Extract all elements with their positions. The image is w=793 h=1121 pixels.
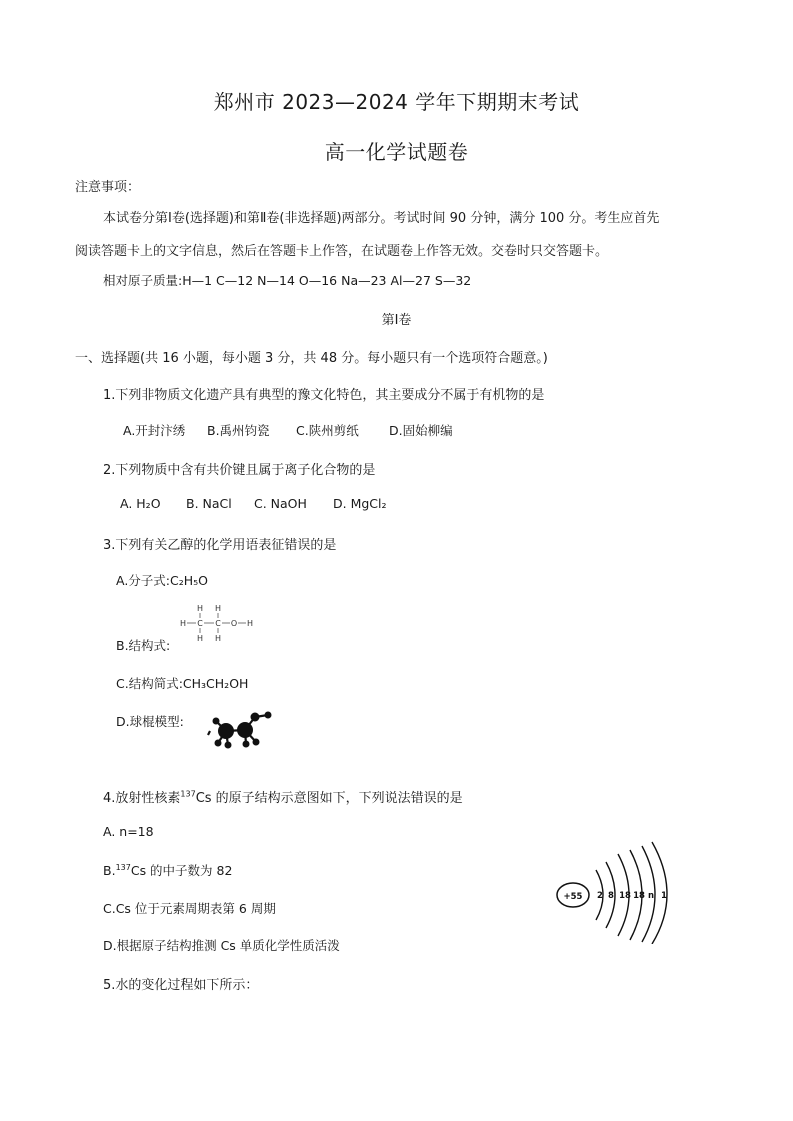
structure-h-top-1: H — [196, 604, 204, 613]
q2-option-d: D. MgCl₂ — [333, 496, 387, 511]
q3-option-b: B.结构式: — [116, 638, 171, 653]
q2-option-a: A. H₂O — [120, 496, 161, 511]
notice-paragraph-2: 阅读答题卡上的文字信息，然后在答题卡上作答，在试题卷上作答无效。交卷时只交答题卡。 — [75, 244, 609, 259]
cs-atomic-structure-diagram — [552, 840, 677, 944]
q1-option-d: D.固始柳编 — [389, 423, 453, 438]
structure-h-right: H — [246, 619, 254, 628]
q1-option-b: B.禹州钧瓷 — [207, 423, 270, 438]
q5-stem: 5.水的变化过程如下所示： — [103, 978, 259, 993]
q4-stem-pre: 4.放射性核素 — [103, 791, 181, 806]
exam-subtitle: 高一化学试题卷 — [324, 140, 469, 164]
notice-paragraph-1: 本试卷分第Ⅰ卷(选择题)和第Ⅱ卷(非选择题)两部分。考试时间 90 分钟，满分 100 分。考生应首先 — [103, 211, 660, 226]
structure-o: O — [230, 619, 238, 628]
ethanol-ball-stick-model — [200, 705, 280, 751]
atomic-masses: 相对原子质量:H—1 C—12 N—14 O—16 Na—23 Al—27 S—32 — [103, 273, 472, 288]
structure-h-top-2: H — [214, 604, 222, 613]
shell-1-electrons: 2 — [597, 891, 603, 901]
structure-h-left: H — [179, 619, 187, 628]
q3-option-d: D.球棍模型: — [116, 714, 184, 729]
q4-stem — [103, 787, 463, 806]
exam-title: 郑州市 2023—2024 学年下期期末考试 — [213, 90, 580, 114]
q4-mass-number: 137 — [180, 789, 196, 799]
q4-stem-post: Cs 的原子结构示意图如下，下列说法错误的是 — [195, 791, 463, 806]
q1-option-c: C.陕州剪纸 — [296, 423, 359, 438]
shell-4-electrons: 18 — [633, 891, 645, 901]
q1-stem: 1.下列非物质文化遗产具有典型的豫文化特色，其主要成分不属于有机物的是 — [103, 388, 545, 403]
structure-c-2: C — [215, 619, 221, 628]
nucleus-charge: +55 — [563, 892, 583, 902]
notice-label: 注意事项： — [75, 180, 141, 195]
q3-option-a: A.分子式:C₂H₅O — [116, 573, 209, 588]
shell-6-electrons: 1 — [661, 891, 667, 901]
structure-c-1: C — [197, 619, 203, 628]
q2-option-c: C. NaOH — [254, 496, 307, 511]
volume-heading: 第Ⅰ卷 — [381, 313, 412, 328]
q2-stem: 2.下列物质中含有共价键且属于离子化合物的是 — [103, 463, 376, 478]
shell-3-electrons: 18 — [619, 891, 631, 901]
shell-5-electrons: n — [647, 891, 655, 901]
q1-option-a: A.开封汴绣 — [123, 423, 186, 438]
q4-option-c: C.Cs 位于元素周期表第 6 周期 — [103, 901, 276, 916]
q4-option-a: A. n=18 — [103, 824, 154, 839]
structure-h-bottom-2: H — [214, 634, 222, 643]
shell-2-electrons: 8 — [608, 891, 614, 901]
q4-option-d: D.根据原子结构推测 Cs 单质化学性质活泼 — [103, 938, 340, 953]
structure-h-bottom-1: H — [196, 634, 204, 643]
q2-option-b: B. NaCl — [186, 496, 232, 511]
q3-stem: 3.下列有关乙醇的化学用语表征错误的是 — [103, 538, 337, 553]
q3-option-c: C.结构简式:CH₃CH₂OH — [116, 676, 249, 691]
ethanol-structural-formula — [178, 600, 262, 644]
q4-option-b-label: B. — [103, 863, 116, 878]
section-heading: 一、选择题(共 16 小题，每小题 3 分，共 48 分。每小题只有一个选项符合题意。) — [75, 351, 548, 366]
q4-option-b — [103, 861, 232, 879]
q4-option-b-text: Cs 的中子数为 82 — [130, 863, 233, 878]
q4-option-b-mass: 137 — [115, 862, 131, 872]
